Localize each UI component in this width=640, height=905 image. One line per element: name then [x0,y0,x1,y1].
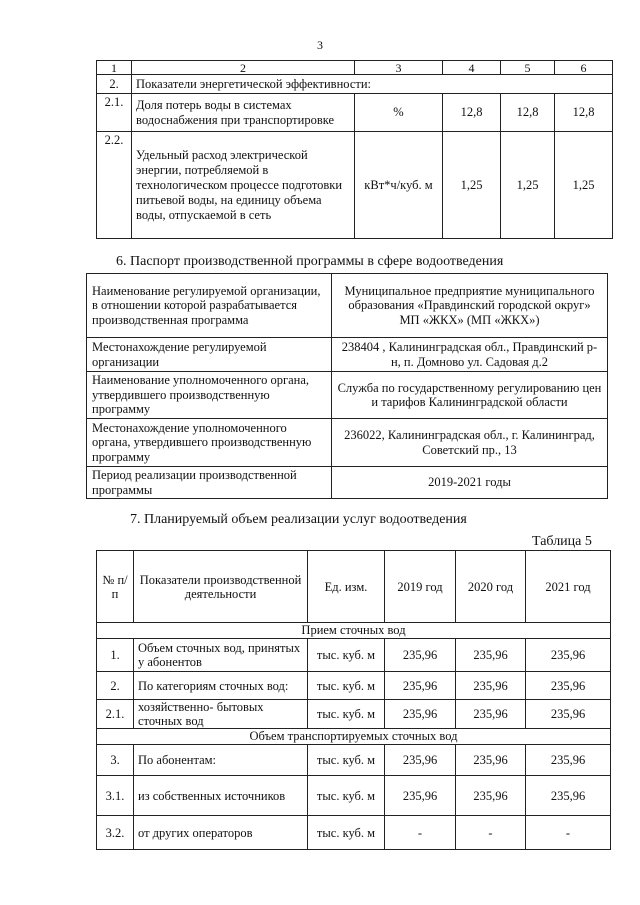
table-header-row [97,551,611,623]
passport-row [87,467,608,499]
row-value: 235,96 [385,745,456,776]
passport-label: Местонахождение регулируемой организации [87,338,332,372]
row-name: хозяйственно- бытовых сточных вод [134,700,308,729]
table-row [97,816,611,850]
passport-value: 238404 , Калининградская обл., Правдинский р-н, п. Домново ул. Садовая д.2 [332,338,608,372]
row-unit: кВт*ч/куб. м [355,132,443,239]
group-row [97,729,611,745]
row-value: 1,25 [555,132,613,239]
row-value: 235,96 [526,745,611,776]
row-value: 235,96 [456,672,526,700]
row-value: 1,25 [501,132,555,239]
row-value: 235,96 [385,776,456,816]
energy-efficiency-table [96,60,613,239]
row-unit: тыс. куб. м [308,700,385,729]
row-value: 235,96 [526,672,611,700]
row-value: - [526,816,611,850]
row-value: 235,96 [526,700,611,729]
row-number: 2. [97,75,132,94]
row-indicator: Доля потерь воды в системах водоснабжения при транспортировке [132,94,355,132]
header-year: 2021 год [526,551,611,623]
passport-row [87,419,608,467]
row-value: 235,96 [526,639,611,672]
row-number: 2.1. [97,700,134,729]
table-row [97,132,613,239]
row-name: из собственных источников [134,776,308,816]
row-number: 3. [97,745,134,776]
row-unit: тыс. куб. м [308,672,385,700]
table-row [97,776,611,816]
column-number: 2 [132,61,355,75]
passport-row [87,274,608,338]
row-name: По категориям сточных вод: [134,672,308,700]
header-indicator: Показатели производственной деятельности [134,551,308,623]
column-number: 5 [501,61,555,75]
column-number: 6 [555,61,613,75]
header-number: № п/п [97,551,134,623]
row-value: 235,96 [456,745,526,776]
row-value: 235,96 [385,672,456,700]
row-value: - [456,816,526,850]
table-header-row [97,61,613,75]
passport-value: Муниципальное предприятие муниципального образования «Правдинский городской округ» МП «ЖКХ» (МП «ЖКХ») [332,274,608,338]
passport-value: 2019-2021 годы [332,467,608,499]
header-unit: Ед. изм. [308,551,385,623]
row-number: 2. [97,672,134,700]
table-row [97,700,611,729]
column-number: 4 [443,61,501,75]
table-row [97,75,613,94]
table-row [97,639,611,672]
row-value: 235,96 [456,639,526,672]
row-value: 12,8 [555,94,613,132]
row-name: от других операторов [134,816,308,850]
group-row [97,623,611,639]
passport-row [87,338,608,372]
row-value: 235,96 [385,639,456,672]
section-6-title: 6. Паспорт производственной программы в сфере водоотведения [116,254,504,269]
passport-label: Местонахождение уполномоченного органа, утвердившего производственную программу [87,419,332,467]
page-number: 3 [317,38,323,52]
row-value: 235,96 [526,776,611,816]
row-indicator: Удельный расход электрической энергии, потребляемой в технологическом процессе подготовки питьевой воды, на единицу объема воды, отпускаемой в сеть [132,132,355,239]
section-7-title: 7. Планируемый объем реализации услуг водоотведения [130,512,467,527]
row-unit: тыс. куб. м [308,745,385,776]
row-value: 235,96 [385,700,456,729]
row-name: По абонентам: [134,745,308,776]
row-value: 1,25 [443,132,501,239]
group-title: Объем транспортируемых сточных вод [97,729,611,745]
row-name: Объем сточных вод, принятых у абонентов [134,639,308,672]
passport-label: Наименование уполномоченного органа, утвердившего производственную программу [87,372,332,419]
table-label: Таблица 5 [532,534,592,549]
column-number: 3 [355,61,443,75]
row-number: 3.2. [97,816,134,850]
table-row [97,745,611,776]
row-number: 2.2. [97,132,132,239]
header-year: 2020 год [456,551,526,623]
row-value: 12,8 [443,94,501,132]
row-number: 3.1. [97,776,134,816]
row-value: 235,96 [456,700,526,729]
row-number: 2.1. [97,94,132,132]
table-row [97,672,611,700]
passport-row [87,372,608,419]
row-unit: тыс. куб. м [308,639,385,672]
row-unit: тыс. куб. м [308,816,385,850]
row-unit: % [355,94,443,132]
header-year: 2019 год [385,551,456,623]
passport-label: Период реализации производственной программы [87,467,332,499]
passport-value: 236022, Калининградская обл., г. Калининград, Советский пр., 13 [332,419,608,467]
group-title: Прием сточных вод [97,623,611,639]
program-passport-table [86,273,608,499]
table-row [97,94,613,132]
passport-label: Наименование регулируемой организации, в отношении которой разрабатывается производственная программа [87,274,332,338]
row-unit: тыс. куб. м [308,776,385,816]
wastewater-volume-table [96,550,611,850]
column-number: 1 [97,61,132,75]
passport-value: Служба по государственному регулированию цен и тарифов Калининградской области [332,372,608,419]
row-value: - [385,816,456,850]
row-value: 12,8 [501,94,555,132]
row-value: 235,96 [456,776,526,816]
row-section-title: Показатели энергетической эффективности: [132,75,613,94]
row-number: 1. [97,639,134,672]
